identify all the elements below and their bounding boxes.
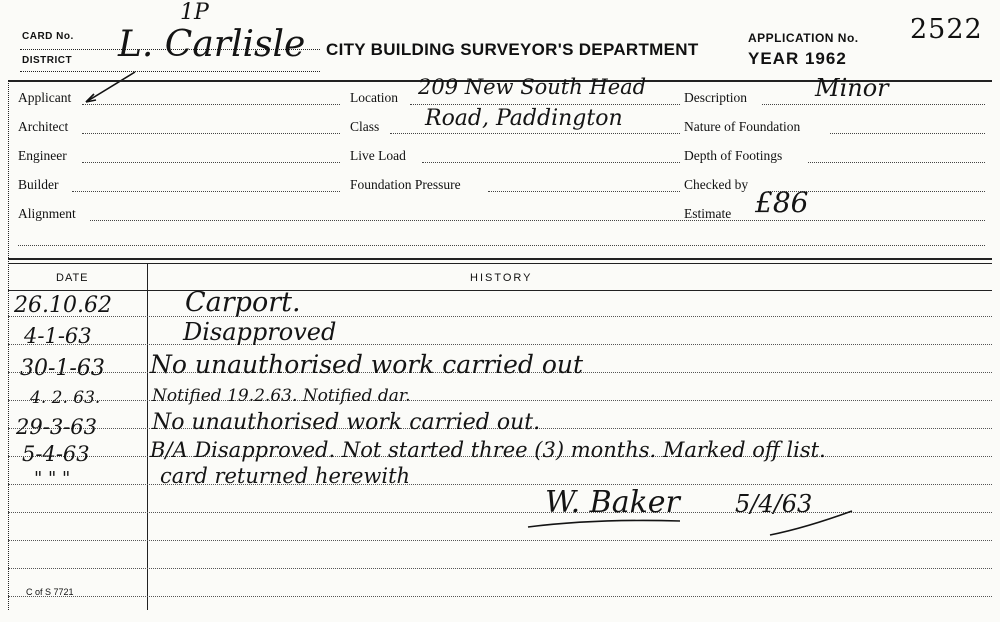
history-entry: Carport. [185,287,301,318]
blank-dots [18,245,985,246]
history-entry: card returned herewith [160,464,411,488]
depth-of-footings-label: Depth of Footings [684,148,783,163]
history-date: 4. 2. 63. [30,388,101,408]
alignment-label: Alignment [18,206,76,221]
row-line [8,484,992,485]
depth-of-footings-dots [808,162,985,163]
location-label: Location [350,90,398,105]
mid-rule-thin [8,263,992,264]
nature-of-foundation-dots [830,133,985,134]
mid-rule [8,258,992,260]
engineer-dots [82,162,340,163]
row-line [8,316,992,317]
applicant-label: Applicant [18,90,72,105]
history-date: 26.10.62 [14,293,112,318]
live-load-dots [422,162,680,163]
card-no-value: 1P [180,0,209,25]
history-date: 4-1-63 [24,324,92,348]
description-dots [762,104,985,105]
form-code: C of S 7721 [26,587,74,597]
row-line [8,596,992,597]
signature-flourish [520,505,860,545]
history-entry: Notified 19.2.63. Notified dar. [152,386,411,406]
builder-label: Builder [18,177,59,192]
history-header: HISTORY [470,272,533,284]
history-header-rule [8,290,992,291]
application-number: 2522 [910,14,983,45]
live-load-label: Live Load [350,148,406,163]
engineer-label: Engineer [18,148,67,163]
foundation-pressure-dots [488,191,680,192]
foundation-pressure-label: Foundation Pressure [350,177,461,192]
alignment-dots [90,220,985,221]
history-entry: B/A Disapproved. Not started three (3) months. Marked off list. [150,438,826,462]
nature-of-foundation-label: Nature of Foundation [684,119,801,134]
district-label: DISTRICT [22,55,73,66]
signature: W. Baker [545,485,680,520]
application-label: APPLICATION No. [748,31,859,45]
architect-dots [82,133,340,134]
history-date: 5-4-63 [22,442,90,466]
history-date: 30-1-63 [20,356,105,381]
history-entry: Disapproved [183,318,337,346]
row-line [8,568,992,569]
history-entry: No unauthorised work carried out. [152,410,541,435]
history-date: 29-3-63 [16,415,97,439]
year-label: YEAR 1962 [748,49,847,68]
signature-date: 5/4/63 [735,490,813,518]
card-no-label: CARD No. [22,31,74,42]
builder-dots [72,191,340,192]
location-value: 209 New South Head [418,75,647,99]
checked-by-label: Checked by [684,177,749,192]
description-value: Minor [815,74,889,102]
left-edge [8,80,9,610]
description-label: Description [684,90,747,105]
department-title: CITY BUILDING SURVEYOR'S DEPARTMENT [326,40,699,59]
row-line [8,344,992,345]
history-date: " " " [34,468,71,489]
estimate-value: £86 [755,186,809,219]
date-header: DATE [56,272,89,284]
history-entry: No unauthorised work carried out [150,350,584,379]
applicant-dots [82,104,340,105]
district-pointer-arrow [80,68,140,108]
architect-label: Architect [18,119,69,134]
class-label: Class [350,119,380,134]
district-value: L. Carlisle [118,24,306,65]
class-dots [390,133,680,134]
estimate-label: Estimate [684,206,732,221]
district-underline [20,71,320,72]
location-dots [410,104,680,105]
class-value: Road, Paddington [425,106,623,131]
